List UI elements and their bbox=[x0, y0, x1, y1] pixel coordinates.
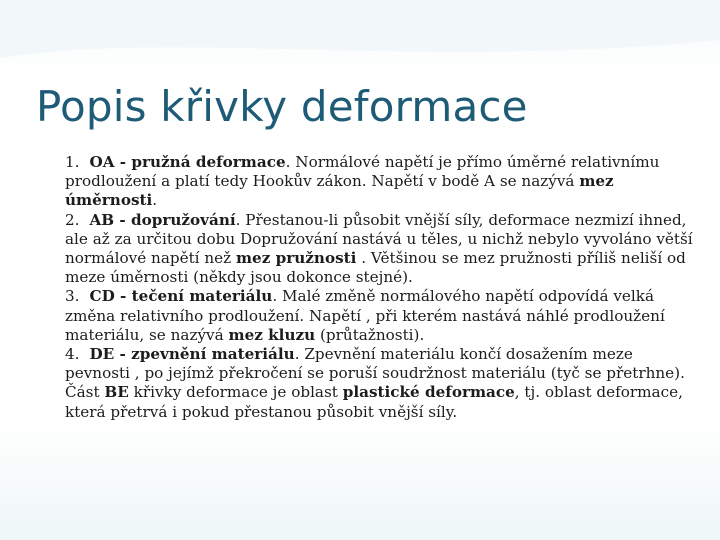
item-number: 3. bbox=[65, 287, 80, 306]
item-strong: mez pružnosti bbox=[235, 249, 357, 268]
item-strong: mez úměrnosti bbox=[65, 172, 614, 210]
item-text: . Normálové napětí je přímo úměrné relativnímu prodloužení a platí tedy Hookův zákon. Napětí v bodě A se nazývá bbox=[65, 153, 660, 191]
list-item bbox=[46, 345, 696, 383]
item-text-end: . bbox=[152, 191, 158, 210]
summary-strong-be: BE bbox=[104, 383, 129, 402]
item-term: OA - pružná deformace bbox=[89, 153, 286, 171]
item-number: 2. bbox=[65, 210, 80, 229]
summary-strong-plastic: plastické deformace bbox=[342, 383, 515, 402]
item-number: 4. bbox=[65, 345, 80, 364]
list-item bbox=[46, 211, 696, 288]
summary-mid: křivky deformace je oblast bbox=[128, 383, 343, 402]
item-term: AB - dopružování bbox=[89, 210, 236, 229]
item-text: . Zpevnění materiálu končí dosažením meze pevnosti , po jejímž překročení se poruší soudržnost materiálu (tyč se přetrhne). bbox=[65, 345, 685, 383]
item-text-end: (průtažnosti). bbox=[315, 325, 425, 344]
list-item-summary bbox=[46, 383, 696, 421]
item-strong: mez kluzu bbox=[228, 325, 316, 344]
item-term: DE - zpevnění materiálu bbox=[89, 345, 295, 364]
summary-post: , tj. oblast deformace, která přetrvá i pokud přestanou působit vnější síly. bbox=[65, 383, 683, 421]
header-swoosh bbox=[0, 0, 720, 80]
content-list bbox=[46, 153, 696, 422]
item-number: 1. bbox=[65, 153, 80, 171]
item-text-end: . Většinou se mez pružnosti příliš neliší od meze úměrnosti (někdy jsou dokonce stejné). bbox=[65, 249, 686, 287]
item-text: . Malé změně normálového napětí odpovídá velká změna relativního prodloužení. Napětí , při kterém nastává náhlé prodloužení materiálu, se nazývá bbox=[65, 287, 665, 344]
item-text: . Přestanou-li působit vnější síly, deformace nezmizí ihned, ale až za určitou dobu Dopružování nastává u těles, u nichž nebylo vyvoláno větší normálové napětí než bbox=[65, 210, 693, 268]
slide-title: Popis křivky deformace bbox=[36, 82, 528, 131]
list-item bbox=[46, 287, 696, 345]
item-term: CD - tečení materiálu bbox=[89, 287, 273, 306]
list-item bbox=[46, 153, 696, 211]
summary-pre: Část bbox=[65, 383, 105, 402]
